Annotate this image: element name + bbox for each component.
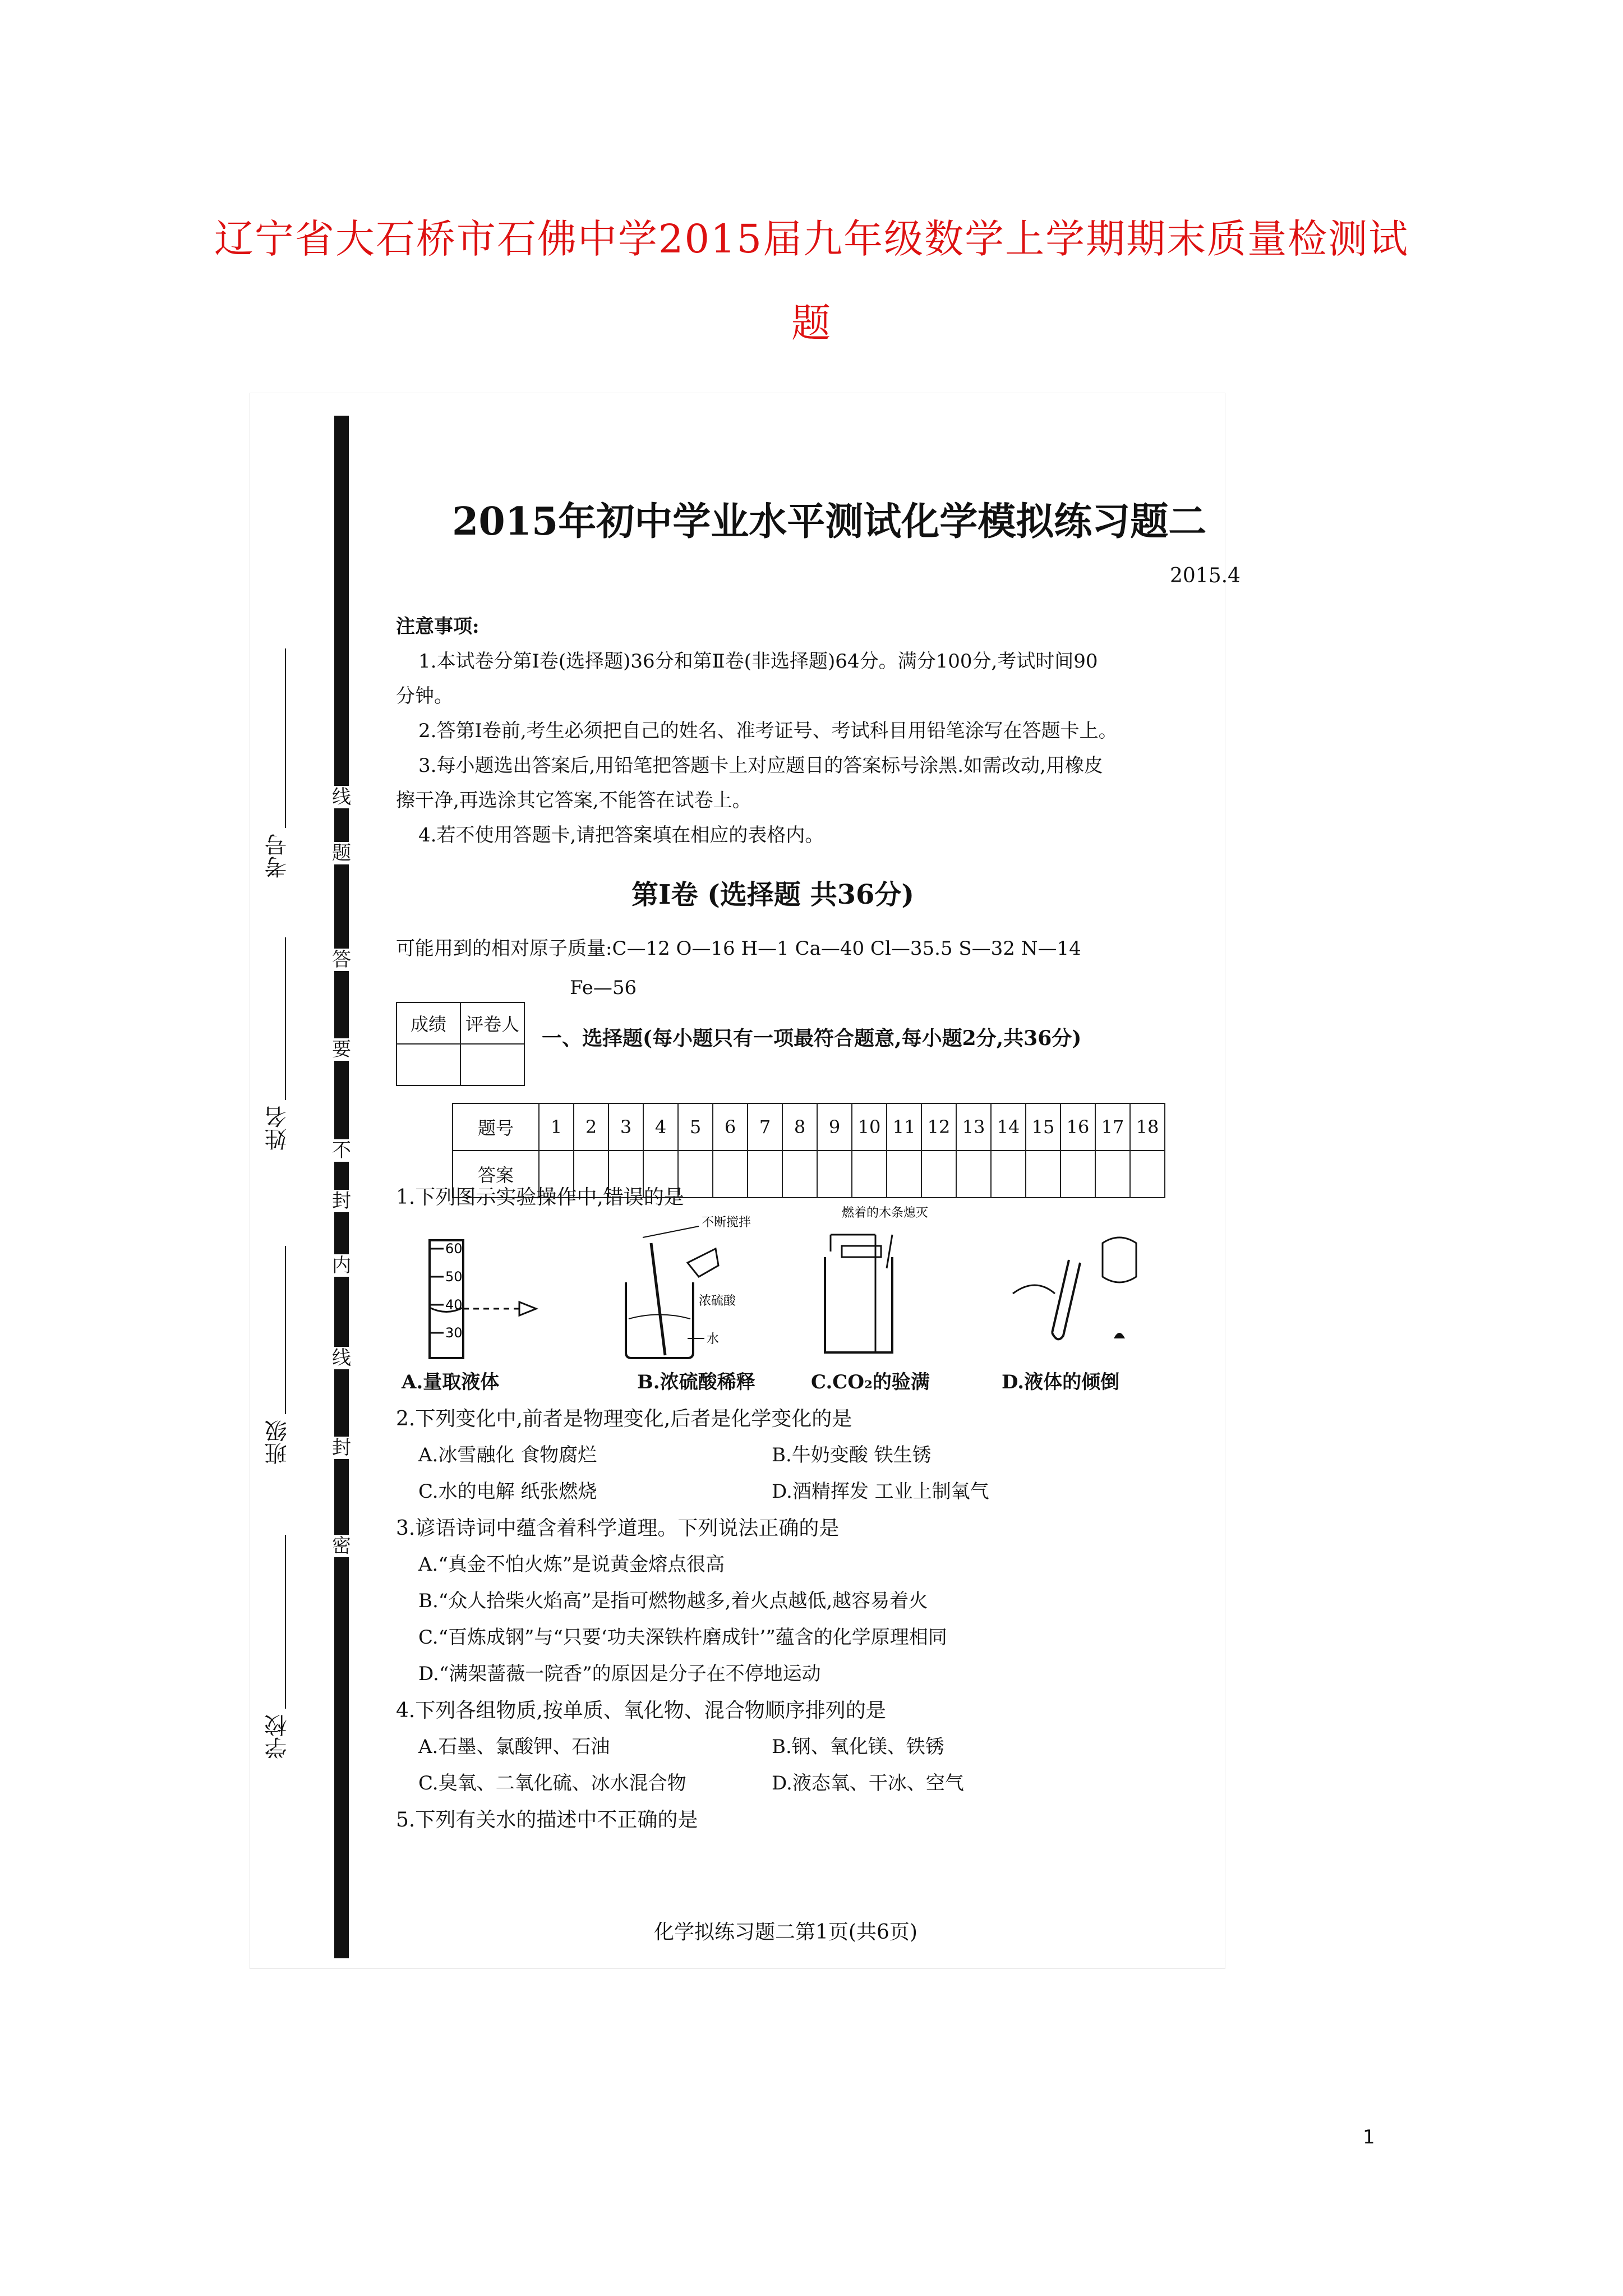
document-title-line-2: 题 bbox=[791, 300, 832, 346]
scanned-exam-page bbox=[250, 393, 1241, 1969]
question-number: 18 bbox=[1130, 1103, 1165, 1151]
page-number: 1 bbox=[1363, 2126, 1375, 2148]
cylinder-tick: 40 bbox=[445, 1297, 463, 1313]
grader-header: 评卷人 bbox=[460, 1002, 524, 1044]
question-number: 8 bbox=[782, 1103, 817, 1151]
figure-c-caption: C.CO₂的验满 bbox=[811, 1371, 930, 1393]
margin-char: 封 bbox=[332, 1190, 351, 1212]
q4-option: B.钢、氧化镁、铁锈 bbox=[772, 1736, 944, 1758]
answer-cell[interactable] bbox=[1061, 1151, 1095, 1198]
answer-table-row-label: 答案 bbox=[453, 1151, 539, 1198]
answer-cell[interactable] bbox=[1095, 1151, 1130, 1198]
grader-cell[interactable] bbox=[460, 1044, 524, 1085]
score-table bbox=[396, 1002, 525, 1086]
question-number: 10 bbox=[852, 1103, 887, 1151]
answer-cell[interactable] bbox=[852, 1151, 887, 1198]
question-number: 13 bbox=[956, 1103, 991, 1151]
field-name[interactable]: 姓名 bbox=[261, 937, 295, 1162]
figure-a-graduated-cylinder bbox=[385, 1223, 553, 1364]
cylinder-tick: 60 bbox=[445, 1241, 463, 1257]
q4-option: D.液态氧、干冰、空气 bbox=[772, 1772, 964, 1795]
question-number: 7 bbox=[748, 1103, 782, 1151]
q3-option: B.“众人拾柴火焰高”是指可燃物越多,着火点越低,越容易着火 bbox=[418, 1590, 928, 1612]
exam-footer: 化学拟练习题二第1页(共6页) bbox=[654, 1921, 917, 1944]
answer-cell[interactable] bbox=[887, 1151, 921, 1198]
q4-option: C.臭氧、二氧化硫、冰水混合物 bbox=[418, 1772, 686, 1795]
question-number: 16 bbox=[1061, 1103, 1095, 1151]
answer-cell[interactable] bbox=[991, 1151, 1026, 1198]
note-line: 4.若不使用答题卡,请把答案填在相应的表格内。 bbox=[418, 824, 824, 846]
question-number: 15 bbox=[1026, 1103, 1061, 1151]
atomic-masses-line: 可能用到的相对原子质量:C—12 O—16 H—1 Ca—40 Cl—35.5 S—32 N—14 bbox=[396, 937, 1081, 960]
field-exam-number[interactable]: 考号 bbox=[261, 648, 295, 884]
question-number: 3 bbox=[608, 1103, 643, 1151]
figure-b-dilution bbox=[603, 1209, 772, 1366]
question-number: 1 bbox=[539, 1103, 574, 1151]
margin-char: 封 bbox=[332, 1437, 351, 1459]
q2-option: A.冰雪融化 食物腐烂 bbox=[418, 1444, 597, 1466]
margin-char: 答 bbox=[332, 949, 351, 971]
q3-option: C.“百炼成钢”与“只要‘功夫深铁杵磨成针’”蕴含的化学原理相同 bbox=[418, 1626, 947, 1649]
label-stirring: 不断搅拌 bbox=[702, 1216, 751, 1230]
question-4: 4.下列各组物质,按单质、氧化物、混合物顺序排列的是 bbox=[396, 1699, 886, 1722]
margin-char: 密 bbox=[332, 1535, 351, 1557]
answer-cell[interactable] bbox=[713, 1151, 748, 1198]
margin-char: 内 bbox=[332, 1254, 351, 1277]
question-number: 11 bbox=[887, 1103, 921, 1151]
figure-d-pouring bbox=[1002, 1209, 1170, 1366]
margin-char: 要 bbox=[332, 1038, 351, 1061]
question-number: 2 bbox=[574, 1103, 608, 1151]
question-1: 1.下列图示实验操作中,错误的是 bbox=[396, 1186, 684, 1209]
atomic-masses-line: Fe—56 bbox=[570, 977, 637, 999]
atomic-masses bbox=[396, 929, 1204, 1007]
q3-option: D.“满架蔷薇一院香”的原因是分子在不停地运动 bbox=[418, 1663, 821, 1685]
notes-heading: 注意事项: bbox=[396, 615, 479, 638]
note-line: 擦干净,再选涂其它答案,不能答在试卷上。 bbox=[396, 789, 751, 812]
note-line: 分钟。 bbox=[396, 685, 453, 707]
margin-char: 题 bbox=[332, 842, 351, 864]
figure-b-caption: B.浓硫酸稀释 bbox=[637, 1371, 755, 1393]
margin-char: 线 bbox=[332, 786, 351, 808]
question-number: 17 bbox=[1095, 1103, 1130, 1151]
field-school[interactable]: 学校 bbox=[261, 1535, 295, 1770]
question-number: 5 bbox=[678, 1103, 713, 1151]
exam-notes bbox=[396, 609, 1204, 853]
q2-option: B.牛奶变酸 铁生锈 bbox=[772, 1444, 932, 1466]
q3-option: A.“真金不怕火炼”是说黄金熔点很高 bbox=[418, 1553, 725, 1576]
question-number: 9 bbox=[817, 1103, 852, 1151]
note-line: 2.答第Ⅰ卷前,考生必须把自己的姓名、准考证号、考试科目用铅笔涂写在答题卡上。 bbox=[418, 720, 1118, 742]
note-line: 3.每小题选出答案后,用铅笔把答题卡上对应题目的答案标号涂黑.如需改动,用橡皮 bbox=[418, 754, 1103, 777]
answer-cell[interactable] bbox=[782, 1151, 817, 1198]
question-number: 14 bbox=[991, 1103, 1026, 1151]
margin-char: 线 bbox=[332, 1347, 351, 1369]
field-class[interactable]: 班级 bbox=[261, 1246, 295, 1470]
q2-option: D.酒精挥发 工业上制氧气 bbox=[772, 1480, 989, 1503]
figure-a-caption: A.量取液体 bbox=[402, 1371, 500, 1393]
q2-option: C.水的电解 纸张燃烧 bbox=[418, 1480, 597, 1503]
label-splint: 燃着的木条熄灭 bbox=[842, 1206, 929, 1220]
q4-option: A.石墨、氯酸钾、石油 bbox=[418, 1736, 610, 1758]
score-cell[interactable] bbox=[396, 1044, 460, 1085]
question-number: 6 bbox=[713, 1103, 748, 1151]
question-number: 4 bbox=[643, 1103, 678, 1151]
answer-cell[interactable] bbox=[748, 1151, 782, 1198]
answer-cell[interactable] bbox=[817, 1151, 852, 1198]
score-header: 成绩 bbox=[396, 1002, 460, 1044]
part1-heading: 一、选择题(每小题只有一项最符合题意,每小题2分,共36分) bbox=[542, 1027, 1082, 1050]
figure-c-gas-bottle bbox=[808, 1201, 976, 1364]
margin-char: 不 bbox=[332, 1139, 351, 1162]
label-water: 水 bbox=[707, 1332, 720, 1346]
figure-d-caption: D.液体的倾倒 bbox=[1002, 1371, 1120, 1393]
answer-cell[interactable] bbox=[956, 1151, 991, 1198]
question-number: 12 bbox=[921, 1103, 956, 1151]
answer-cell[interactable] bbox=[921, 1151, 956, 1198]
binding-bar bbox=[334, 416, 349, 1958]
question-3: 3.谚语诗词中蕴含着科学道理。下列说法正确的是 bbox=[396, 1517, 840, 1540]
exam-date: 2015.4 bbox=[1170, 564, 1241, 587]
cylinder-tick: 30 bbox=[445, 1325, 463, 1341]
document-title-line-1: 辽宁省大石桥市石佛中学2015届九年级数学上学期期末质量检测试 bbox=[214, 216, 1409, 262]
label-acid: 浓硫酸 bbox=[699, 1294, 736, 1308]
question-2: 2.下列变化中,前者是物理变化,后者是化学变化的是 bbox=[396, 1407, 852, 1430]
question-5: 5.下列有关水的描述中不正确的是 bbox=[396, 1809, 698, 1832]
answer-table-row-label: 题号 bbox=[453, 1103, 539, 1151]
answer-cell[interactable] bbox=[1130, 1151, 1165, 1198]
answer-cell[interactable] bbox=[1026, 1151, 1061, 1198]
exam-title: 2015年初中学业水平测试化学模拟练习题二 bbox=[452, 499, 1207, 544]
note-line: 1.本试卷分第Ⅰ卷(选择题)36分和第Ⅱ卷(非选择题)64分。满分100分,考试时间90 bbox=[418, 650, 1098, 673]
cylinder-tick: 50 bbox=[445, 1269, 463, 1285]
section-title: 第Ⅰ卷 (选择题 共36分) bbox=[631, 879, 915, 910]
